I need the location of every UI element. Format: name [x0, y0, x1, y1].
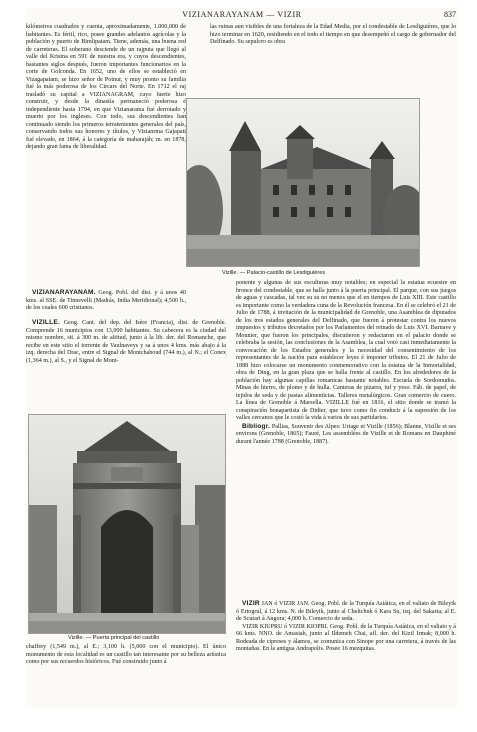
entry-text: Geog. Cant. del dep. del Isère (Francia), dist. de Grenoble. Comprende 16 municipios con 13,000 habitantes. Su cabecera es la ciudad del mismo nombre, sit. á 300 m. de altitud, junto á la lib. der. del Romanche, que recibe en este sitio el torrente de Vaulnaveys y sa á unos 4 kms. más abajo á la izq. derecha del Drac, entre el Signal de Montchaboud (744 m.), al N.; el Conex (1,364 m.), al S., y el Signal de Mont-	[26, 320, 226, 364]
left-column-bottom	[26, 644, 226, 684]
article-text: kilómetros cuadrados y cuenta, aproximadamente, 1.000,000 de habitantes. Es fértil, rico, posee grandes adelantos agrícolas y la población y puerto de Bimlipatam. Tiene, además, una buena red de carreteras. El soberano desciende de un rajputa que llegó al valle del Kristna en 591 de nuestra era, y cuyos descendientes, bastantes siglos después, fueron importantes funcionarios en la corte de Golconda. En 1652, uno de ellos se estableció en Vizagapatam, se hizo señor de Potnur, y muy pronto su familia fué la más poderosa de los Circars del Norte. En 1712 el raj trasladó su capital a VIZIANAGRAM, cuyo fuerte hizo construir, y desde la dinastía permaneció poderosa é independiente hasta 1794, en que Vizianarama fué derrotado y muerto por los ingleses. Con todo, sus descendientes han continuado siendo los primeros terratenientes generales del país, conservando todos sus honores y títulos, y Vizianrma Gajapati fué elevado, en 1864, á la categoría de maharajáh; m. en 1878, dejando gran fama de liberalidad.	[26, 24, 186, 150]
gate-photo	[28, 414, 226, 634]
entry-text: JAN ó VIZIR JAN. Geog. Pobl. de la Turquía Asiática, en el valiato de Bileyik ó Ertogrul, á 12 kms. N. de Bileyik, junto al Cheltchuk ó Kara Su, izq. del Sakaria; al E. de Scutari á Angora; 4,000 h. Comercio de seda.	[236, 601, 456, 622]
page-header	[26, 8, 458, 22]
page-number: 837	[444, 10, 456, 19]
entry-headword: VIZIANARAYANAM.	[32, 289, 96, 296]
entry-vizille	[26, 319, 226, 405]
entry-text: VIZIR KIUPRU ó VIZIR KIOPRI. Geog. Pobl. de la Turquía Asiática, en el valiato y á 66 kms. NNO. de Amasiah, junto al Ildemeh Chai, afl. der. del Kizil Irmak; 8,000 h. Rodeada de cipreses y álamos, se comunica con Sinope por una carretera, á través de las montañas. En la antigua Andrapolis. Posee 16 mezquitas.	[236, 623, 456, 652]
entry-vizianarayanam	[26, 289, 186, 319]
right-column-bottom	[236, 280, 456, 580]
encyclopedia-page	[26, 8, 458, 708]
right-column-top	[210, 24, 456, 80]
article-text: ponente y algunas de sus esculturas muy notables; en especial la estatua ecuestre en bronce del condestable, que se halla junto á la puerta principal. El parque, con sus juegos de aguas y cascadas, tal vez su su no menos que el en tiempos de Luis XIII. Este castillo es importante como la verdadera cuna de la Revolución francesa. En él se celebró el 21 de Julio de 1788, á invitación de la municipalidad de Grenoble, una Asamblea de diputados de los tres estados generales del Delfinado, que fueron á protestar contra los nuevos impuestos y tributos decretados por los Parlamentos del reinado de Luis XVI. Barnave y Mounier, que fueron los principales, discutieron y redactaron en el palacio donde se celebraba la sesión, las conclusiones de la Asamblea, la cual votó casi inmediatamente la convocación de los Estados generales y la necesidad del consentimiento de los representantes de la nación para establecer leyes é imponer tributos. El 21 de Julio de 1888 hizo colocarse un monumento conmemorativo con la estatua de la Inmortalidad, obra de Ding, en la gran plaza que se halla frente al castillo. En los alrededores de la población hay algunas capillas romanicas bastante notables. Escuela de Sordomudos. Minas de hierro, de plomo y de hulla. Canteras de pizarra, tuf y yeso. Fáb. de papel, de tejidos de seda y de pastas alimenticias. Talleres metalúrgicos. Gran comercio de cuero. La línea de Grenoble á Marsella. VIZILLE fué en 1816, el sitio donde se tramó la conspiración bonapartista de Didier, que tuvo como fin conducir á la supresión de los valles cercanos que le costó la vida á varios de sus partidarios.	[236, 280, 456, 421]
entry-headword: VIZILLE.	[32, 319, 60, 326]
gate-caption: Vizille. — Puerta principal del castillo	[68, 635, 160, 641]
entry-text: chaffrey (1,549 m.), al E.; 3,100 h. (5,000 con el municipio). El único monumento de esta localidad es un castillo tan interesante por su belleza artística como por sus recuerdos históricos. Fué construido junto á	[26, 644, 226, 665]
left-column-top	[26, 24, 186, 289]
entry-headword: Bibliogr.	[242, 422, 271, 430]
entry-text: Geog. Pobl. del dist. y á unos 40 kms. al SSE. de Tinnevelli (Madrás, India Meridional); 4,500 h., de los cuales 600 cristianos.	[26, 290, 186, 311]
entry-vizir	[236, 600, 456, 704]
running-head: VIZIANARAYANAM — VIZIR	[182, 10, 302, 19]
castle-photo	[186, 98, 420, 267]
entry-text: Pallias, Souvenir des Alpes: Uriage et Vizille (1856); Blanne, Vizille et ses environs (Grenoble, 1865); Fauré, Les assemblées de Vizille et de Romans en Dauphiné durant l'année 1788 (Grenoble, 1887).	[236, 423, 456, 445]
castle-caption: Vizille. — Palacio-castillo de Lesdiguières	[222, 270, 326, 276]
article-text: las ruinas aun visibles de una fortaleza de la Edad Media, por el condestable de Lesdiguières, que lo hizo terminar en 1620, residiendo en el todo el tiempo en que desempeñó el cargo de gobernador del Delfinado. Su sepulcro es obra	[210, 24, 456, 45]
entry-headword: VIZIR	[242, 600, 260, 607]
